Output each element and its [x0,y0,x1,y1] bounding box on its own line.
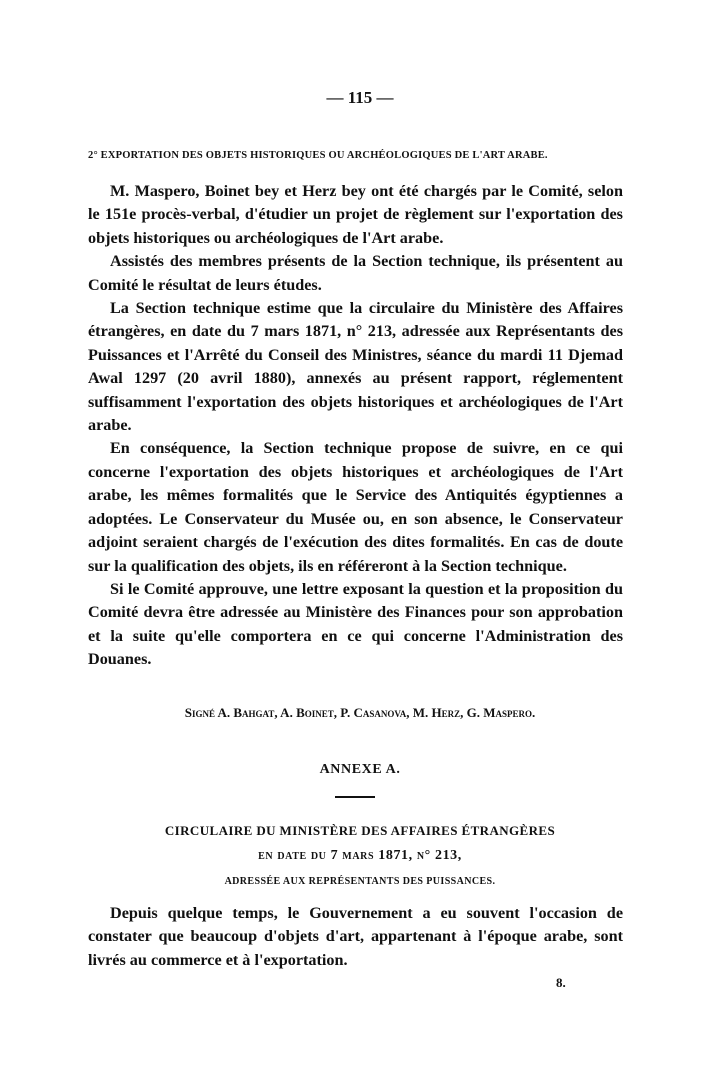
annex-rule-divider [335,796,375,798]
annex-title: ANNEXE A. [319,762,401,777]
main-text [88,180,623,672]
signature-line: Signé A. Bahgat, A. Boinet, P. Casanova, M. Herz, G. Maspero. [184,705,536,720]
circular-date-line: en date du 7 mars 1871, n° 213, [258,848,462,863]
paragraph: M. Maspero, Boinet bey et Herz bey ont été chargés par le Comité, selon le 151e procès-verbal, d'étudier un projet de règlement sur l'exportation des objets historiques ou archéologiques de l'Art arabe. [88,182,623,247]
section-heading: 2° EXPORTATION DES OBJETS HISTORIQUES OU ARCHÉOLOGIQUES DE L'ART ARABE. [88,150,548,161]
circular-title: CIRCULAIRE DU MINISTÈRE DES AFFAIRES ÉTRANGÈRES [164,823,556,838]
paragraph: Assistés des membres présents de la Section technique, ils présentent au Comité le résultat de leurs études. [88,252,623,294]
paragraph: En conséquence, la Section technique propose de suivre, en ce qui concerne l'exportation des objets historiques et archéologiques de l'Art arabe, les mêmes formalités que le Service des Antiquités égyptiennes a adoptées. Le Conservateur du Musée ou, en son absence, le Conservateur adjoint seraient chargés de l'exécution des dites formalités. En cas de doute sur la qualification des objets, ils en référeront à la Section technique. [88,439,623,575]
paragraph: Depuis quelque temps, le Gouvernement a eu souvent l'occasion de constater que beaucoup d'objets d'art, appartenant à l'époque arabe, sont livrés au commerce et à l'exportation. [88,904,623,969]
circular-text [88,902,623,972]
paragraph: La Section technique estime que la circulaire du Ministère des Affaires étrangères, en date du 7 mars 1871, n° 213, adressée aux Représentants des Puissances et l'Arrêté du Conseil des Ministres, séance du mardi 11 Djemad Awal 1297 (20 avril 1880), annexés au présent rapport, réglementent suffisamment l'exportation des objets historiques et archéologiques de l'Art arabe. [88,299,623,435]
circular-addressed-line: ADRESSÉE AUX REPRÉSENTANTS DES PUISSANCES. [224,876,496,887]
paragraph: Si le Comité approuve, une lettre exposant la question et la proposition du Comité devra être adressée au Ministère des Finances pour son approbation et la suite qu'elle comportera en ce qui concerne l'Administration des Douanes. [88,579,623,669]
sheet-signature-mark: 8. [556,975,566,990]
page-number: — 115 — [326,88,394,107]
